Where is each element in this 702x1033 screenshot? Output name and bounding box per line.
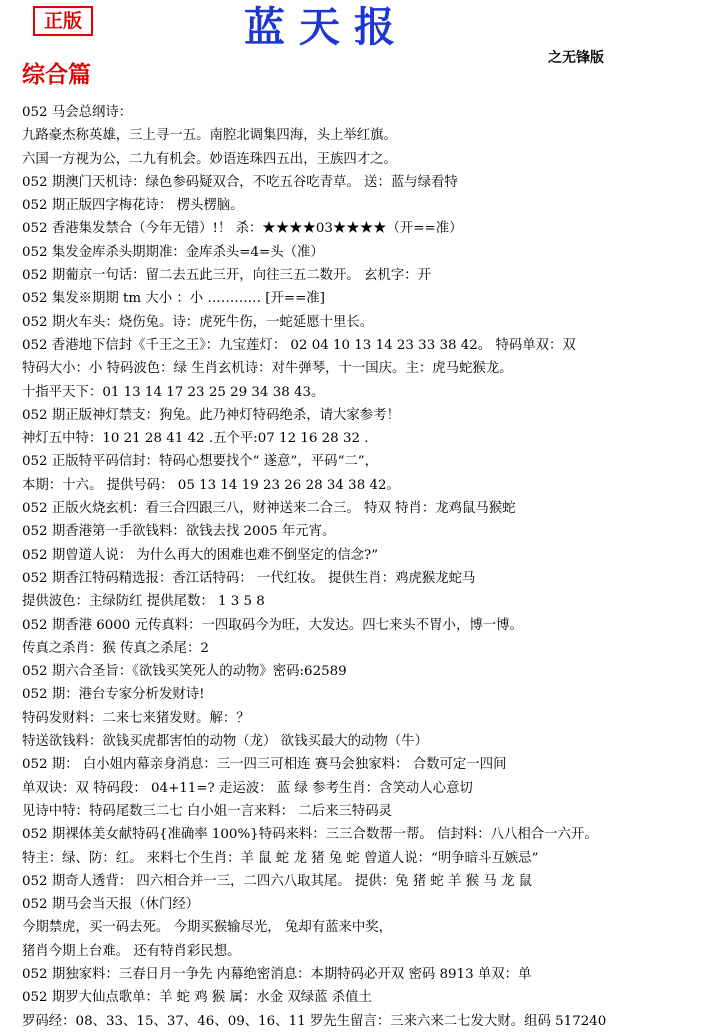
edition-label: 之无锋版: [548, 50, 604, 66]
text-line: 052 集发金库杀头期期准：金库杀头=4=头（准）: [22, 244, 324, 260]
text-line: 052 期马会当天报（休门经）: [22, 897, 200, 913]
text-line: 052 期火车头：烧伤兔。诗：虎死牛伤，一蛇延愿十里长。: [22, 314, 374, 330]
text-line: 本期：十六。 提供号码： 05 13 14 19 23 26 28 34 38 42。: [22, 477, 400, 493]
text-line: 传真之杀肖：猴 传真之杀尾：2: [22, 640, 209, 656]
text-line: 六国一方视为公，二九有机会。妙语连珠四五出，王族四才之。: [22, 151, 397, 167]
text-line: 052 期裸体美女献特码{准确率 100%}特码来料：三三合数帮一帮。 信封料：八八相合一六开。: [22, 827, 598, 843]
text-line: 罗码经：08、33、15、37、46、09、16、11 罗先生留言：三来六来二七发大财。组码 517240: [22, 1013, 607, 1029]
text-line: 052 期六合圣旨：《欲钱买笑死人的动物》密码:62589: [22, 664, 347, 680]
text-line: 神灯五中特：10 21 28 41 42 .五个平:07 12 16 28 32 .: [22, 431, 369, 447]
text-line: 十指平天下：01 13 14 17 23 25 29 34 38 43。: [22, 384, 325, 400]
text-line: 052 集发※期期 tm 大小 ：小 ………… [开==准]: [22, 291, 325, 307]
text-line: 052 期香港 6000 元传真料：一四取码今为旺，大发达。四七来头不胃小，博一博。: [22, 617, 523, 633]
text-line: 特送欲钱料：欲钱买虎都害怕的动物（龙） 欲钱买最大的动物（牛）: [22, 734, 428, 750]
text-line: 九路豪杰称英雄，三上寻一五。南腔北调集四海，头上举红旗。: [22, 128, 397, 144]
text-line: 特码大小：小 特码波色：绿 生肖玄机诗：对牛弹琴，十一国庆。主：虎马蛇猴龙。: [22, 361, 513, 377]
text-line: 052 期： 白小姐内幕亲身消息：三一四三可相连 赛马会独家料： 合数可定一四间: [22, 757, 507, 773]
text-line: 052 期曾道人说： 为什么再大的困难也难不倒坚定的信念?”: [22, 547, 379, 563]
text-line: 052 香港地下信封《千王之王》：九宝莲灯： 02 04 10 13 14 23 33 38 42。 特码单双：双: [22, 337, 576, 353]
text-line: 猪肖今期上台难。 还有特肖彩民想。: [22, 943, 241, 959]
article-body: [22, 101, 694, 1033]
text-line: 特主：绿、防：红。 来料七个生肖：羊 鼠 蛇 龙 猪 兔 蛇 曾道人说：“明争暗斗互嫉忌”: [22, 850, 539, 866]
newspaper-title: 蓝天报: [244, 3, 409, 51]
text-line: 052 正版特平码信封：特码心想要找个“ 遂意”，平码“二”，: [22, 454, 379, 470]
text-line: 单双诀：双 特码段： 04+11=? 走运波： 蓝 绿 参考生肖：含笑动人心意切: [22, 780, 473, 796]
text-line: 052 期奇人透背： 四六相合并一三，二四六八取其尾。 提供：兔 猪 蛇 羊 猴 马 龙 鼠: [22, 873, 533, 889]
text-line: 052 期正版四字梅花诗： 楞头楞脑。: [22, 198, 244, 214]
section-heading: 综合篇: [22, 61, 91, 88]
text-line: 052 正版火烧玄机：看三合四跟三八，财神送来二合三。 特双 特肖：龙鸡鼠马猴蛇: [22, 501, 516, 517]
text-line: 052 期香港第一手欲钱料：欲钱去找 2005 年元宵。: [22, 524, 336, 540]
text-line: 052 期罗大仙点歌单：羊 蛇 鸡 猴 属：水金 双绿蓝 杀值土: [22, 990, 372, 1006]
text-line: 052 期：港台专家分析发财诗!: [22, 687, 205, 703]
text-line: 见诗中特：特码尾数三二七 白小姐一言来料： 二后来三特码灵: [22, 803, 393, 819]
text-line: 052 期澳门天机诗：绿色参码疑双合，不吃五谷吃青草。 送：蓝与绿看特: [22, 174, 458, 190]
text-line: 052 期正版神灯禁支：狗兔。此乃神灯特码绝杀，请大家参考！: [22, 407, 400, 423]
text-line: 052 期葡京一句话：留二去五此三开，向往三五二数开。 玄机字：开: [22, 268, 432, 284]
text-line: 052 香港集发禁合（今年无错）!！ 杀：★★★★03★★★★（开==准）: [22, 221, 463, 237]
text-line: 今期禁虎，买一码去死。 今期买猴输尽光， 兔却有蓝来中奖，: [22, 920, 393, 936]
text-line: 特码发财料：二来七来猪发财。解：？: [22, 710, 250, 726]
text-line: 052 期香江特码精选报：香江话特码： 一代红妆。 提供生肖：鸡虎猴龙蛇马: [22, 570, 476, 586]
text-line: 052 期独家料：三春日月一争先 内幕绝密消息：本期特码必开双 密码 8913 单双：单: [22, 966, 532, 982]
text-line: 052 马会总纲诗：: [22, 105, 133, 120]
genuine-edition-badge: 正版: [33, 6, 93, 36]
text-line: 提供波色：主绿防红 提供尾数： 1 3 5 8: [22, 594, 265, 610]
